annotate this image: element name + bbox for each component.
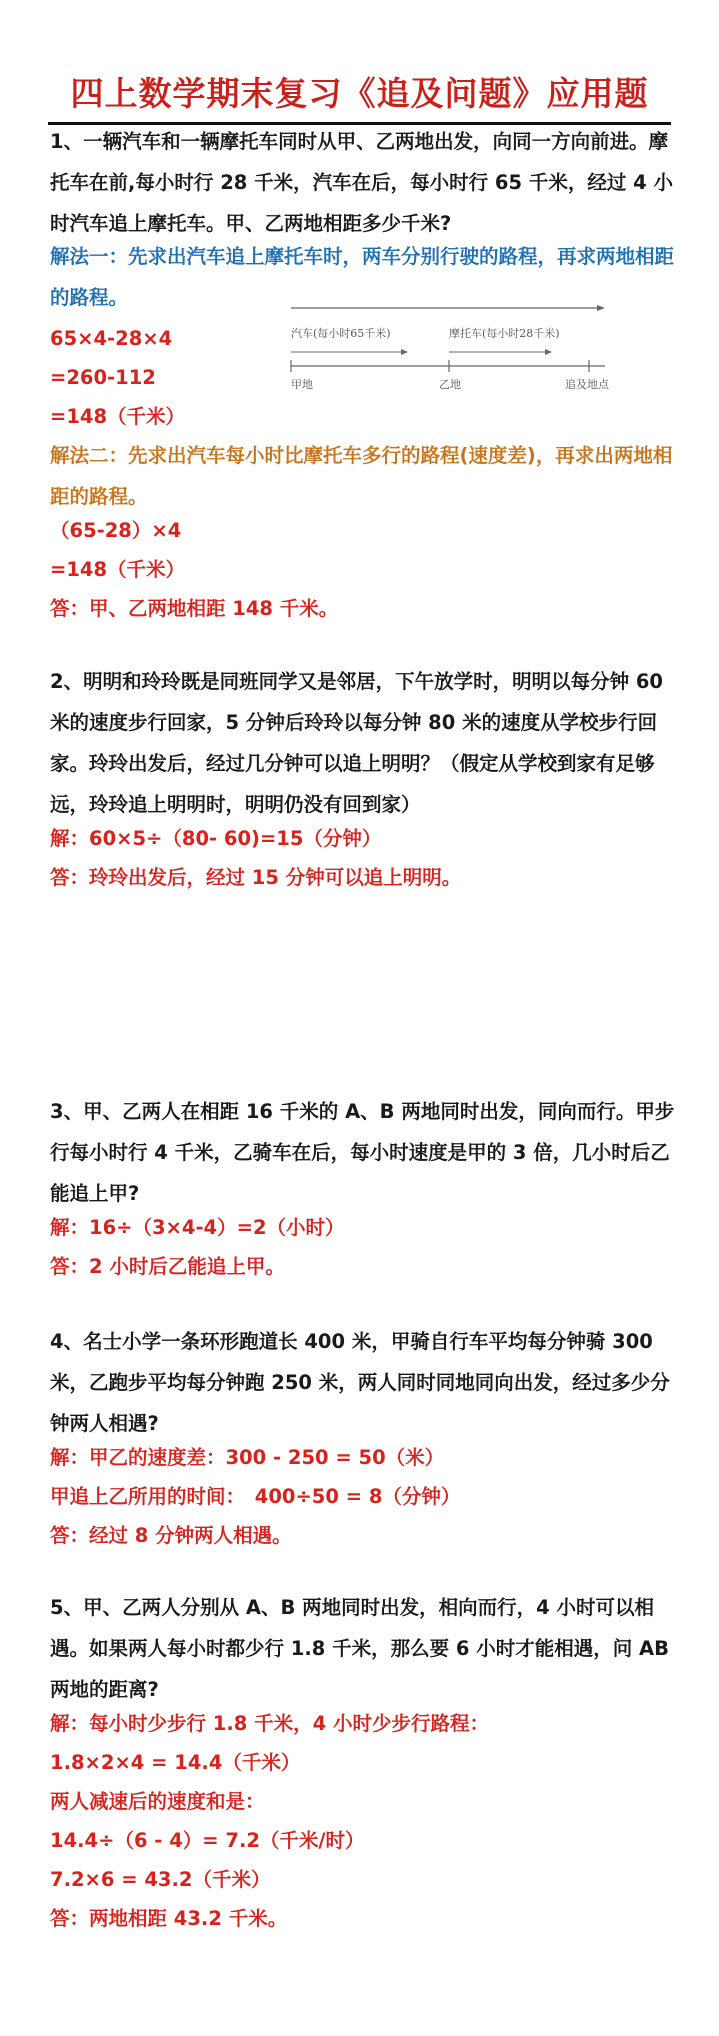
q3-answer: 答：2 小时后乙能追上甲。 — [50, 1255, 285, 1278]
q5-line1: 解：每小时少步行 1.8 千米，4 小时少步行路程： — [50, 1712, 489, 1735]
diagram-moto-arrow-icon — [545, 349, 552, 355]
page-title: 四上数学期末复习《追及问题》应用题 — [70, 74, 649, 113]
q1-method1: 解法一：先求出汽车追上摩托车时，两车分别行驶的路程，再求两地相距的路程。 — [50, 245, 675, 309]
q1-question: 1、一辆汽车和一辆摩托车同时从甲、乙两地出发，向同一方向前进。摩托车在前,每小时行 28 千米，汽车在后，每小时行 65 千米，经过 4 小时汽车追上摩托车。甲、乙两地相距多少千米? — [50, 130, 673, 235]
q5-line2: 1.8×2×4 = 14.4（千米） — [50, 1751, 301, 1774]
q1-method2: 解法二：先求出汽车每小时比摩托车多行的路程(速度差)，再求出两地相距的路程。 — [50, 444, 673, 508]
q1-m1-line2: =260-112 — [50, 366, 156, 389]
q1-m1-line3: =148（千米） — [50, 405, 186, 428]
q1-answer: 答：甲、乙两地相距 148 千米。 — [50, 597, 339, 620]
q5-answer: 答：两地相距 43.2 千米。 — [50, 1907, 288, 1930]
q5-line5: 7.2×6 = 43.2（千米） — [50, 1868, 271, 1891]
q4-question: 4、名士小学一条环形跑道长 400 米，甲骑自行车平均每分钟骑 300 米，乙跑步平均每分钟跑 250 米，两人同时同地同向出发，经过多少分钟两人相遇? — [50, 1330, 670, 1435]
q3-question: 3、甲、乙两人在相距 16 千米的 A、B 两地同时出发，同向而行。甲步行每小时行 4 千米，乙骑车在后，每小时速度是甲的 3 倍，几小时后乙能追上甲? — [50, 1100, 675, 1205]
q5-question: 5、甲、乙两人分别从 A、B 两地同时出发，相向而行，4 小时可以相遇。如果两人每小时都少行 1.8 千米，那么要 6 小时才能相遇，问 AB 两地的距离? — [50, 1596, 670, 1701]
diagram-car-label: 汽车(每小时65千米) — [291, 327, 391, 340]
diagram-arrowhead-icon — [597, 305, 605, 311]
q2-question: 2、明明和玲玲既是同班同学又是邻居，下午放学时，明明以每分钟 60 米的速度步行回家，5 分钟后玲玲以每分钟 80 米的速度从学校步行回家。玲玲出发后，经过几分钟可以追上明明？（假定从学校到家有足够远，玲玲追上明明时，明明仍没有回到家） — [50, 670, 663, 816]
q1-m1-line1: 65×4-28×4 — [50, 327, 173, 350]
q4-answer: 答：经过 8 分钟两人相遇。 — [50, 1524, 292, 1547]
q5-line4: 14.4÷（6 - 4）= 7.2（千米/时） — [50, 1829, 365, 1852]
diagram-moto-label: 摩托车(每小时28千米) — [449, 327, 560, 340]
q2-solution: 解：60×5÷（80- 60)=15（分钟） — [50, 827, 382, 850]
diagram-point-c: 追及地点 — [565, 378, 609, 391]
q1-line-diagram — [289, 300, 609, 392]
q5-line3: 两人减速后的速度和是： — [50, 1790, 265, 1813]
q1-m2-line2: =148（千米） — [50, 558, 186, 581]
q3-solution: 解：16÷（3×4-4）=2（小时） — [50, 1216, 345, 1239]
diagram-point-a: 甲地 — [291, 378, 313, 391]
q4-line2: 甲追上乙所用的时间： 400÷50 = 8（分钟） — [50, 1485, 461, 1508]
q4-line1: 解：甲乙的速度差：300 - 250 = 50（米） — [50, 1446, 445, 1469]
diagram-car-arrow-icon — [401, 349, 408, 355]
q2-answer: 答：玲玲出发后，经过 15 分钟可以追上明明。 — [50, 866, 462, 889]
diagram-point-b: 乙地 — [439, 378, 461, 391]
q1-m2-line1: （65-28）×4 — [50, 519, 182, 542]
